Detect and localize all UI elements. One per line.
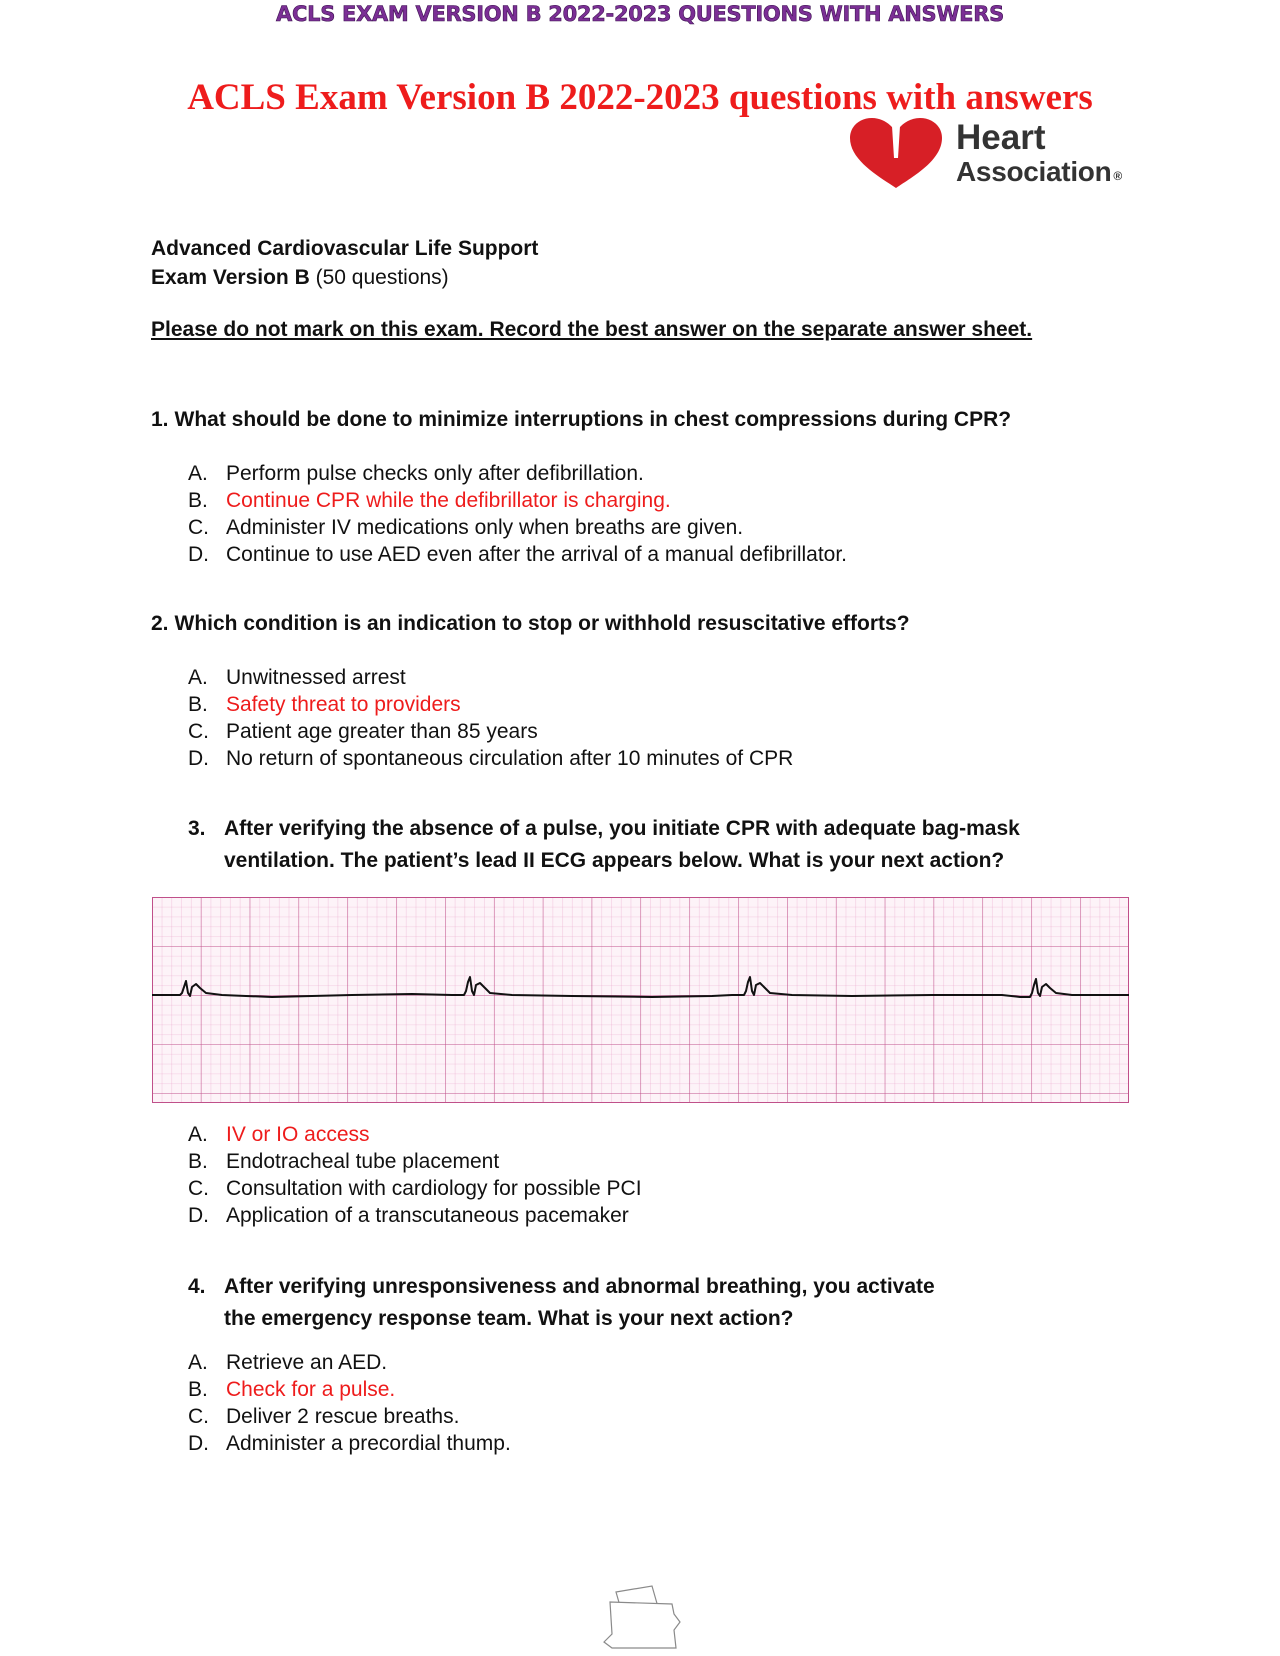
exam-instruction: Please do not mark on this exam. Record the best answer on the separate answer sheet.: [151, 318, 1033, 341]
answer-option-correct: B. Check for a pulse.: [188, 1378, 396, 1401]
question-text-line-1: After verifying unresponsiveness and abnormal breathing, you activate: [224, 1275, 935, 1298]
answer-list-4: [188, 1349, 511, 1457]
running-header: ACLS EXAM VERSION B 2022-2023 QUESTIONS WITH ANSWERS: [276, 2, 1004, 26]
answer-list-2: [188, 664, 793, 772]
answer-option: A. Perform pulse checks only after defibrillation.: [188, 462, 644, 485]
question-4: [188, 1271, 935, 1335]
document-title: ACLS Exam Version B 2022-2023 questions with answers: [187, 77, 1093, 118]
heart-torch-icon: [848, 118, 944, 190]
answer-option: C. Administer IV medications only when breaths are given.: [188, 516, 744, 539]
question-number: 2.: [151, 612, 169, 635]
answer-option-correct: A. IV or IO access: [188, 1123, 370, 1146]
ecg-strip: [152, 897, 1129, 1103]
question-1: [151, 404, 1011, 436]
answer-option: C. Consultation with cardiology for possible PCI: [188, 1177, 642, 1200]
answer-option: D. Administer a precordial thump.: [188, 1432, 511, 1455]
course-name: Advanced Cardiovascular Life Support: [151, 237, 539, 260]
answer-option: D. Continue to use AED even after the arrival of a manual defibrillator.: [188, 543, 848, 566]
answer-option: A. Retrieve an AED.: [188, 1351, 388, 1374]
question-number: 1.: [151, 408, 169, 431]
exam-version-label: Exam Version B: [151, 266, 310, 289]
logo-text-association: Association ®: [956, 156, 1122, 187]
answer-option: B. Endotracheal tube placement: [188, 1150, 500, 1173]
answer-list-1: [188, 460, 847, 568]
question-number: 3.: [188, 817, 206, 840]
answer-option: C. Deliver 2 rescue breaths.: [188, 1405, 460, 1428]
heart-association-logo: [848, 118, 1148, 198]
question-text-line-1: After verifying the absence of a pulse, you initiate CPR with adequate bag-mask: [224, 817, 1020, 840]
question-text-line-2: the emergency response team. What is your next action?: [224, 1307, 794, 1330]
logo-text-heart: Heart: [956, 118, 1046, 157]
answer-option: C. Patient age greater than 85 years: [188, 720, 538, 743]
exam-intro: [151, 234, 538, 292]
answer-option: D. Application of a transcutaneous pacemaker: [188, 1204, 629, 1227]
document-pages-icon: [590, 1584, 686, 1652]
question-text: What should be done to minimize interruptions in chest compressions during CPR?: [174, 408, 1012, 431]
question-3: [188, 813, 1020, 877]
question-text-line-2: ventilation. The patient’s lead II ECG appears below. What is your next action?: [224, 849, 1005, 872]
answer-option: A. Unwitnessed arrest: [188, 666, 406, 689]
question-number: 4.: [188, 1275, 206, 1298]
answer-option: D. No return of spontaneous circulation after 10 minutes of CPR: [188, 747, 794, 770]
answer-option-correct: B. Continue CPR while the defibrillator is charging.: [188, 489, 671, 512]
question-2: [151, 608, 910, 640]
answer-list-3: [188, 1121, 642, 1229]
answer-option-correct: B. Safety threat to providers: [188, 693, 461, 716]
registered-mark: ®: [1113, 169, 1122, 183]
question-count: (50 questions): [315, 266, 449, 289]
question-text: Which condition is an indication to stop or withhold resuscitative efforts?: [174, 612, 910, 635]
